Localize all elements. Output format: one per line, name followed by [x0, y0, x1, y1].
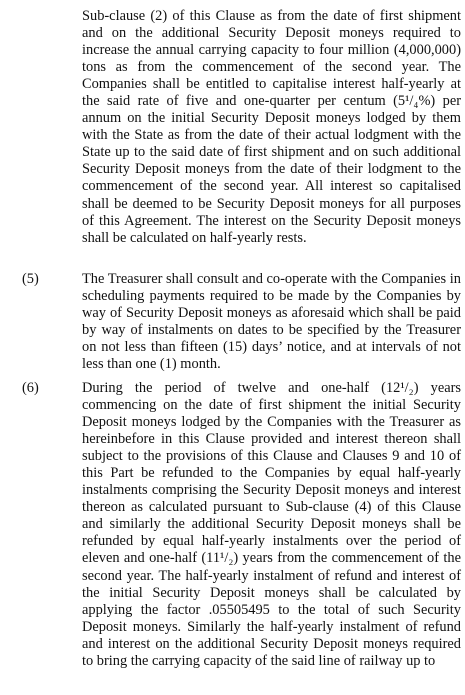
clause-text: The Treasurer shall consult and co-operate with the Companies in scheduling payments required to be made by the Companies by way of Security Deposit moneys as aforesaid which shall be paid by way of instalments on dates to be specified by the Treasurer on not less than fifteen (15) days’ notice, and at intervals of not less than one (1) month.	[82, 271, 461, 373]
clause-number: (6)	[22, 380, 39, 396]
clause-6	[22, 380, 461, 670]
clause-5	[22, 271, 461, 373]
continuation-paragraph: Sub-clause (2) of this Clause as from the date of first shipment and on the additional Security Deposit moneys required to increase the annual carrying capacity to four million (4,000,000) tons as from the commencement of the second year. The Companies shall be entitled to capitalise interest half-yearly at the said rate of five and one-quarter per centum (5¹/₄%) per annum on the initial Security Deposit moneys lodged by them with the State as from the date of their actual lodgment with the State up to the said date of first shipment and on such additional Security Deposit moneys from the date of their lodgment to the commencement of the second year. All interest so capitalised shall be deemed to be Security Deposit moneys for all purposes of this Agreement. The interest on the Security Deposit moneys shall be calculated on half-yearly rests.	[82, 8, 461, 246]
clause-text: During the period of twelve and one-half (12¹/₂) years commencing on the date of first shipment the initial Security Deposit moneys lodged by the Companies with the Treasurer as hereinbefore in this Clause provided and interest thereon shall subject to the provisions of this Clause and Clauses 9 and 10 of this Part be refunded to the Companies by equal half-yearly instalments comprising the Security Deposit moneys and interest thereon as calculated pursuant to Sub-clause (4) of this Clause and similarly the additional Security Deposit moneys shall be refunded by equal half-yearly instalments over the period of eleven and one-half (11¹/₂) years from the commencement of the second year. The half-yearly instalment of refund and interest of the initial Security Deposit moneys shall be calculated by applying the factor .05505495 to the total of such Security Deposit moneys. Similarly the half-yearly instalment of refund and interest on the additional Security Deposit moneys required to bring the carrying capacity of the said line of railway up to	[82, 380, 461, 669]
clause-number: (5)	[22, 271, 39, 287]
